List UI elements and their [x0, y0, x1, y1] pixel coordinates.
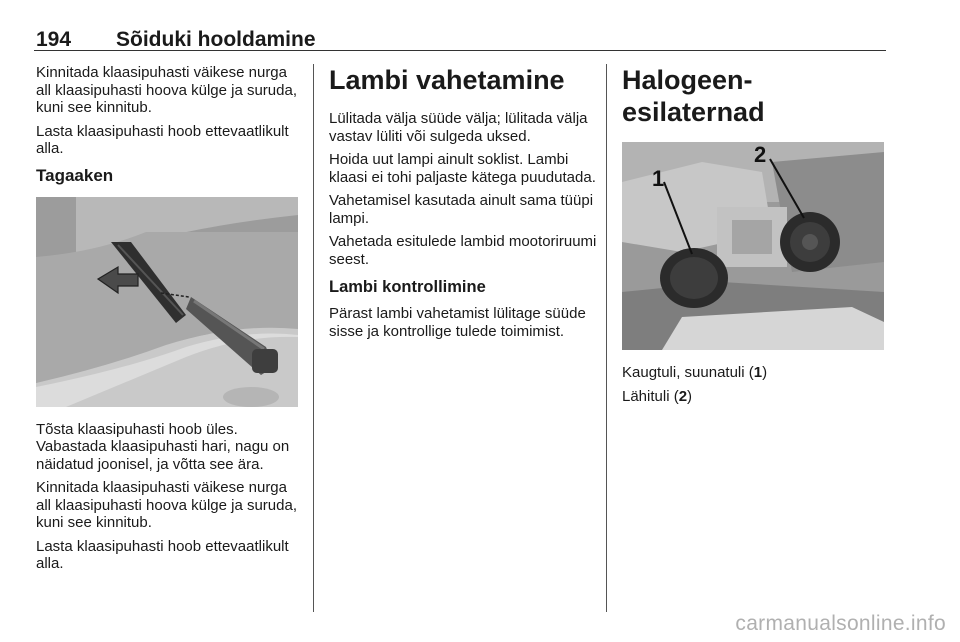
paragraph: Vahetamisel kasutada ainult sama tüüpi lampi. [329, 192, 594, 227]
page-header [34, 26, 886, 52]
headlight-bulb-illustration [622, 142, 884, 350]
paragraph: Lülitada välja süüde välja; lülitada välja vastav lüliti või sulgeda uksed. [329, 110, 588, 145]
paragraph: Kinnitada klaasipuhasti väikese nurga all klaasipuhasti hoova külge ja suruda, kuni see kinnitub. [36, 64, 297, 116]
callout-number: 2 [754, 142, 767, 167]
column-divider-2 [606, 64, 607, 612]
paragraph: Lasta klaasipuhasti hoob ettevaatlikult alla. [36, 122, 289, 157]
section-title-bulb-replacement: Lambi vahetamine [329, 65, 565, 95]
paragraph: Hoida uut lampi ainult soklist. Lambi klaasi ei tohi paljaste kätega puudutada. [329, 151, 596, 186]
section-title-halogen-headlights: Halogeen-esilaternad [622, 65, 765, 127]
rear-wiper-illustration [36, 197, 298, 407]
page-number: 194 [36, 28, 72, 51]
callout-number: 1 [652, 166, 665, 191]
column-3 [622, 64, 890, 411]
header-rule [34, 50, 886, 51]
column-divider-1 [313, 64, 314, 612]
column-1 [36, 64, 304, 579]
caption-low-beam: Lähituli (2) [622, 387, 693, 405]
paragraph: Lasta klaasipuhasti hoob ettevaatlikult alla. [36, 537, 289, 572]
paragraph: Kinnitada klaasipuhasti väikese nurga all klaasipuhasti hoova külge ja suruda, kuni see kinnitub. [36, 479, 297, 531]
chapter-title: Sõiduki hooldamine [116, 28, 316, 51]
subsection-heading-bulb-check: Lambi kontrollimine [329, 278, 486, 296]
paragraph: Tõsta klaasipuhasti hoob üles. Vabastada klaasipuhasti hari, nagu on näidatud joonisel, ja võtta see ära. [36, 420, 290, 473]
column-2 [329, 64, 597, 346]
watermark: carmanualsonline.info [735, 612, 946, 635]
paragraph: Pärast lambi vahetamist lülitage süüde sisse ja kontrollige tulede toimimist. [329, 305, 586, 340]
section-heading-rear-window: Tagaaken [36, 165, 114, 185]
paragraph: Vahetada esitulede lambid mootoriruumi seest. [329, 233, 597, 268]
caption-high-beam: Kaugtuli, suunatuli (1) [622, 364, 768, 381]
